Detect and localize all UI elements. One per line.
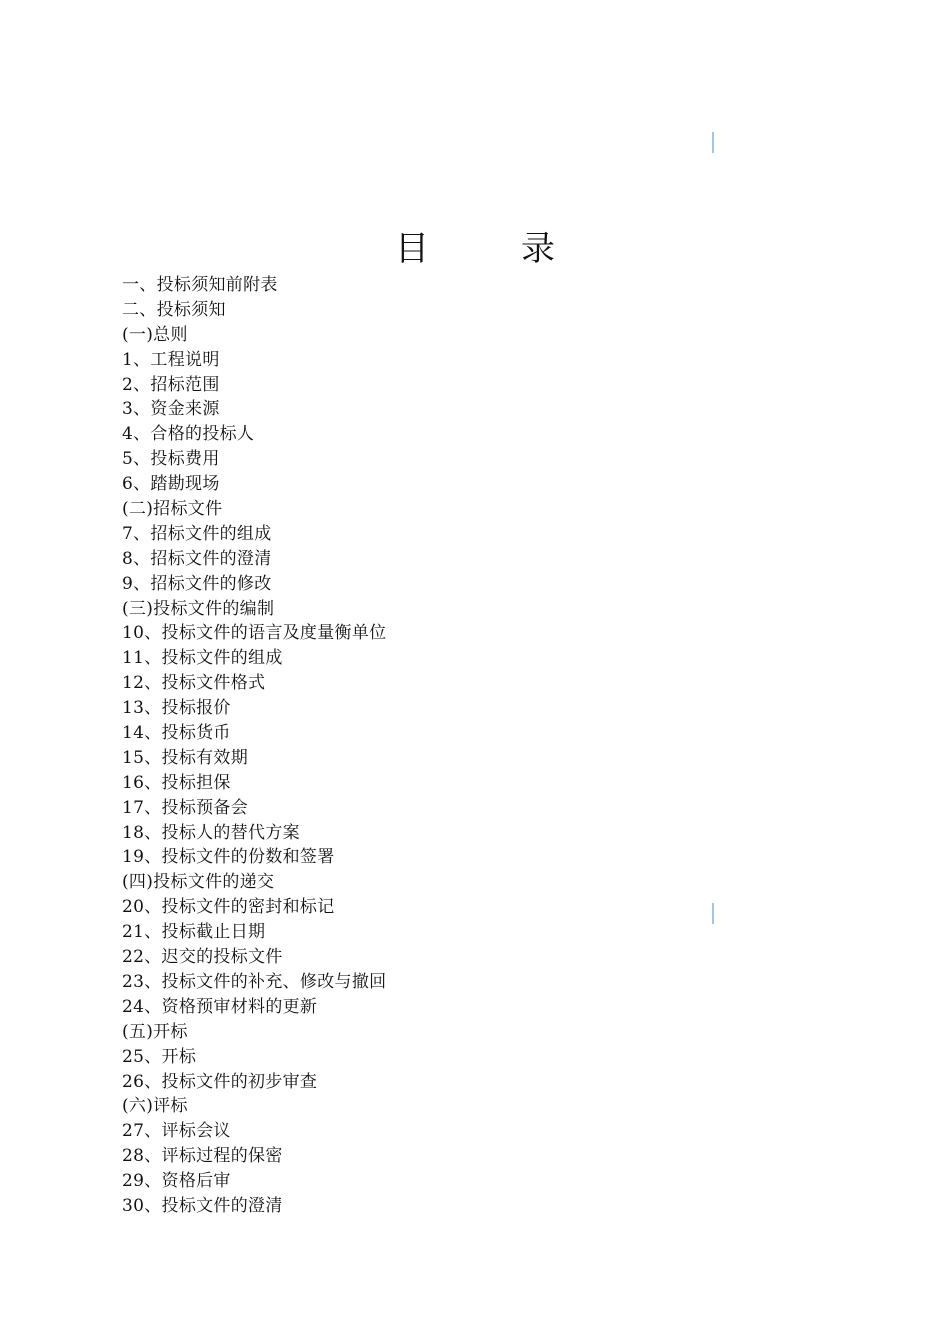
toc-entry: 17、投标预备会 [122, 797, 249, 818]
toc-entry: (六)评标 [122, 1096, 188, 1117]
toc-entry: (二)招标文件 [122, 499, 223, 520]
toc-entry: 1、工程说明 [122, 349, 220, 370]
toc-entry: (五)开标 [122, 1021, 188, 1042]
toc-entry: 26、投标文件的初步审查 [122, 1071, 318, 1092]
toc-entry: 4、合格的投标人 [122, 424, 255, 445]
toc-entry: 2、招标范围 [122, 374, 220, 395]
toc-entry: 20、投标文件的密封和标记 [122, 897, 335, 918]
toc-entry: 10、投标文件的语言及度量衡单位 [122, 623, 387, 644]
toc-entry: 13、投标报价 [122, 698, 231, 719]
toc-title [0, 226, 950, 272]
toc-entry: 7、招标文件的组成 [122, 523, 272, 544]
toc-entry: 9、招标文件的修改 [122, 573, 272, 594]
toc-entry: 15、投标有效期 [122, 747, 249, 768]
toc-entry: 14、投标货币 [122, 723, 231, 744]
toc-entry: 25、开标 [122, 1046, 197, 1067]
toc-entry: (四)投标文件的递交 [122, 872, 275, 893]
toc-list [122, 273, 386, 1219]
toc-entry: 12、投标文件格式 [122, 673, 266, 694]
toc-entry: 22、迟交的投标文件 [122, 947, 283, 968]
toc-entry: (三)投标文件的编制 [122, 598, 275, 619]
toc-entry: 一、投标须知前附表 [122, 275, 278, 295]
toc-entry: 24、资格预审材料的更新 [122, 996, 318, 1017]
margin-marker [712, 132, 714, 153]
toc-entry: 18、投标人的替代方案 [122, 822, 300, 843]
toc-entry: (一)总则 [122, 324, 188, 345]
toc-entry: 8、招标文件的澄清 [122, 548, 272, 569]
toc-entry: 3、资金来源 [122, 399, 220, 420]
toc-entry: 30、投标文件的澄清 [122, 1195, 283, 1216]
toc-entry: 19、投标文件的份数和签署 [122, 847, 335, 868]
toc-title-left: 目 [395, 229, 429, 269]
toc-entry: 二、投标须知 [122, 299, 226, 320]
toc-entry: 27、评标会议 [122, 1121, 231, 1142]
toc-entry: 21、投标截止日期 [122, 922, 266, 943]
margin-marker [712, 903, 714, 924]
toc-entry: 16、投标担保 [122, 772, 231, 793]
toc-title-right: 录 [521, 229, 555, 269]
toc-entry: 11、投标文件的组成 [122, 648, 283, 669]
toc-entry: 6、踏勘现场 [122, 474, 220, 495]
toc-entry: 29、资格后审 [122, 1171, 231, 1192]
toc-entry: 5、投标费用 [122, 449, 220, 470]
toc-entry: 23、投标文件的补充、修改与撤回 [122, 971, 387, 992]
toc-entry: 28、评标过程的保密 [122, 1146, 283, 1167]
